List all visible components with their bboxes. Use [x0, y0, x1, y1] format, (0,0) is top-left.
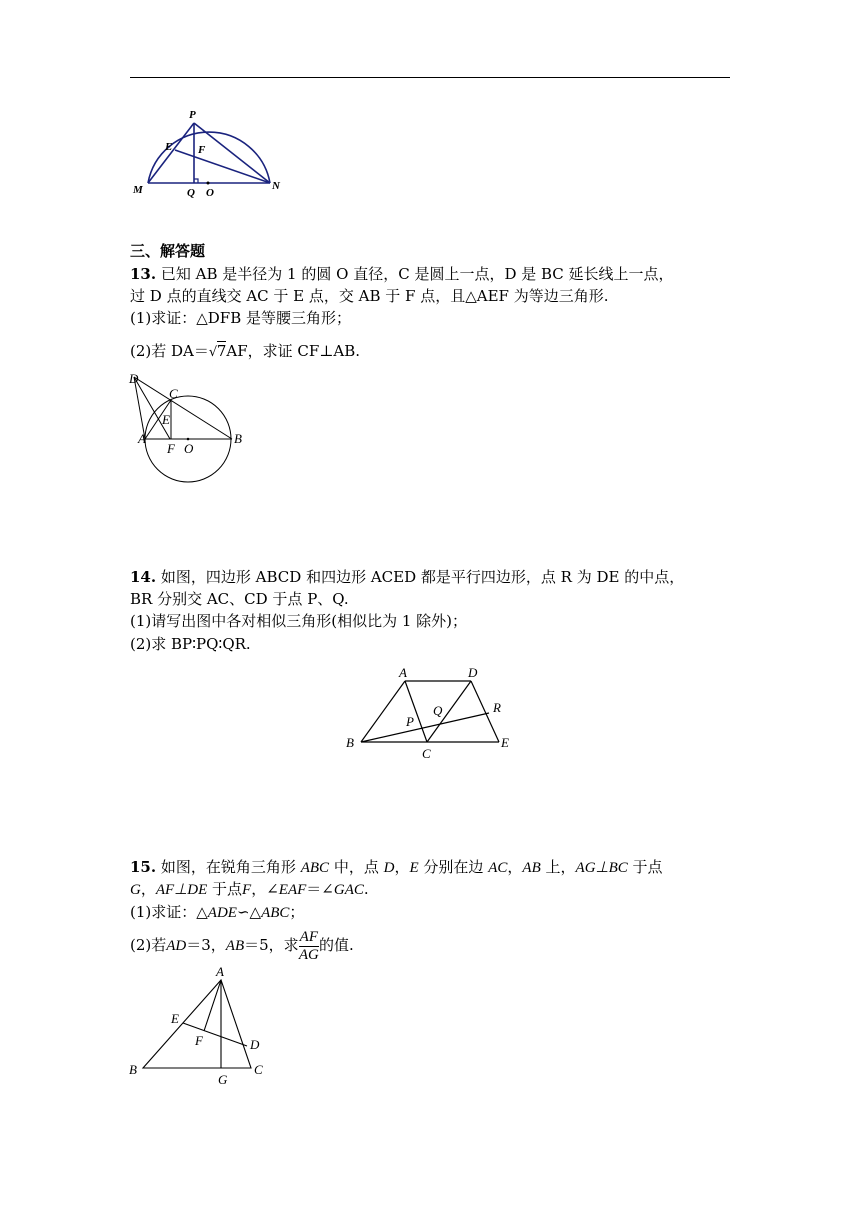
- label-b: B: [234, 431, 242, 446]
- label-f: F: [198, 144, 206, 156]
- q13-part2: (2)若 DA＝ √ 7AF，求证 CF⊥AB.: [130, 342, 361, 360]
- triangle-figure: [125, 964, 275, 1089]
- circle-figure: [125, 370, 255, 485]
- q15-line2: G，AF⊥DE 于点F，∠EAF＝∠GAC.: [130, 880, 369, 898]
- q13-line1: 13. 已知 AB 是半径为 1 的圆 O 直径，C 是圆上一点，D 是 BC 延长线上一点，: [130, 265, 674, 283]
- label-c: C: [254, 1062, 263, 1077]
- q14-number: 14.: [130, 568, 157, 586]
- label-c: C: [169, 386, 178, 401]
- q14-part1: (1)请写出图中各对相似三角形(相似比为 1 除外)；: [130, 612, 468, 630]
- label-o: O: [184, 441, 194, 456]
- segment-pm: [148, 123, 194, 183]
- sqrt-seven: √ 7: [208, 342, 227, 360]
- label-d: D: [468, 665, 478, 680]
- label-e: E: [165, 141, 173, 153]
- header-rule: [130, 77, 730, 78]
- label-b: B: [129, 1062, 137, 1077]
- label-m: M: [133, 184, 143, 196]
- q14-part2: (2)求 BP∶PQ∶QR.: [130, 635, 251, 653]
- label-e: E: [162, 412, 170, 427]
- segment-pn: [194, 123, 270, 183]
- segment-ne: [175, 150, 270, 183]
- semicircle-figure: [128, 105, 288, 200]
- q13-number: 13.: [130, 265, 157, 283]
- q15-part2: (2)若AD＝3，AB＝5，求 $\frac{AF}{AG}$ 的值.: [130, 928, 354, 963]
- label-f: F: [167, 441, 175, 456]
- label-g: G: [218, 1072, 228, 1087]
- label-f: F: [195, 1033, 203, 1048]
- label-e: E: [501, 735, 509, 750]
- label-e: E: [171, 1011, 179, 1026]
- semicircle-arc: [148, 132, 270, 183]
- label-a: A: [216, 964, 224, 979]
- parallelogram-figure: [340, 660, 530, 765]
- label-n: N: [272, 180, 280, 192]
- label-o: O: [206, 187, 214, 199]
- label-b: B: [346, 735, 354, 750]
- label-q: Q: [187, 187, 195, 199]
- q14-line1: 14. 如图，四边形 ABCD 和四边形 ACED 都是平行四边形，点 R 为 DE 的中点，: [130, 568, 685, 586]
- label-c: C: [422, 746, 431, 761]
- q15-number: 15.: [130, 858, 157, 876]
- q13-part1: (1)求证：△DFB 是等腰三角形；: [130, 309, 352, 327]
- label-p: P: [406, 714, 414, 729]
- label-r: R: [493, 700, 501, 715]
- section-title: 三、解答题: [130, 242, 206, 260]
- label-p: P: [189, 109, 196, 121]
- q15-part1: (1)求证：△ADE∽△ABC；: [130, 903, 305, 921]
- q15-line1: 15. 如图，在锐角三角形 ABC 中，点 D，E 分别在边 AC，AB 上，AG⊥BC 于点: [130, 858, 663, 876]
- q13-line2: 过 D 点的直线交 AC 于 E 点，交 AB 于 F 点，且△AEF 为等边三角形.: [130, 287, 609, 305]
- q14-line2: BR 分别交 AC、CD 于点 P、Q.: [130, 590, 349, 608]
- label-a: A: [399, 665, 407, 680]
- label-d: D: [250, 1037, 260, 1052]
- label-a: A: [138, 431, 146, 446]
- label-q: Q: [433, 703, 443, 718]
- fraction-af-ag: $\frac{AF}{AG}$: [298, 928, 319, 963]
- label-d: D: [129, 371, 139, 386]
